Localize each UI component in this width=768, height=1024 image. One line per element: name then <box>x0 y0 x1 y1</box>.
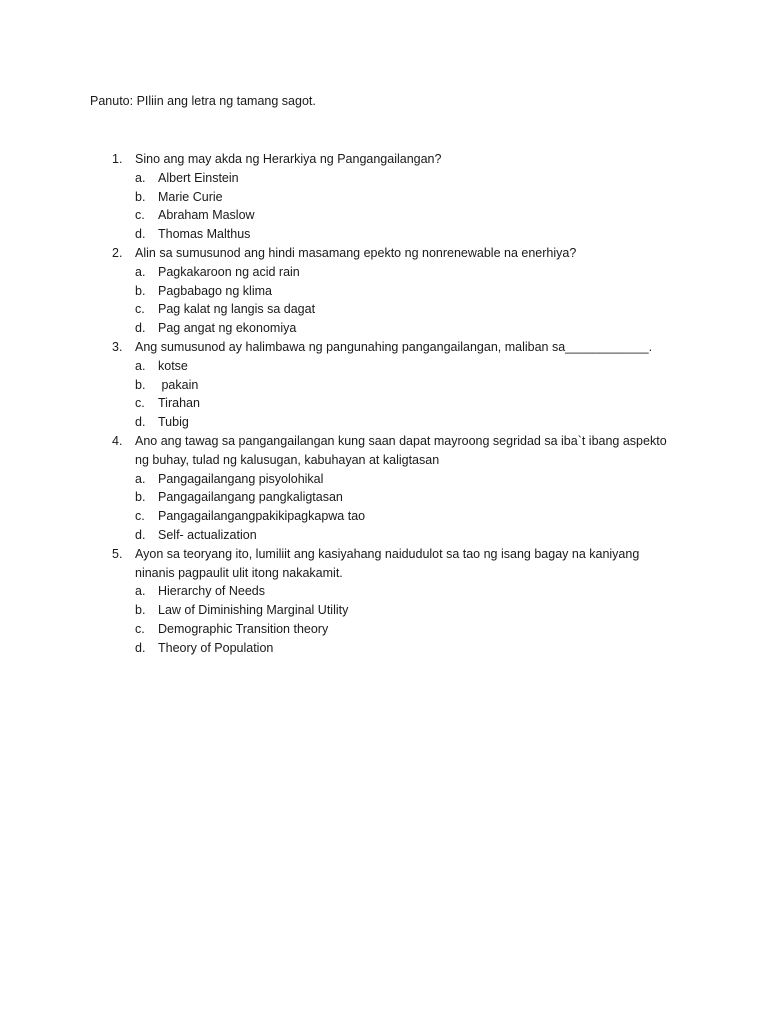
question-number: 1. <box>112 152 123 166</box>
choice-text: Pagbabago ng klima <box>158 283 272 298</box>
choice-item <box>0 357 768 376</box>
question-text: Ang sumusunod ay halimbawa ng pangunahing pangangailangan, maliban sa____________. <box>135 339 653 354</box>
choice-text: Hierarchy of Needs <box>158 584 265 599</box>
choice-text: Tubig <box>158 415 189 430</box>
choice-list <box>0 470 768 545</box>
question-number: 2. <box>112 245 123 260</box>
choice-letter: d. <box>135 640 146 655</box>
choice-list <box>0 582 768 657</box>
question-item <box>0 150 768 244</box>
choice-item <box>0 582 768 601</box>
choice-text: Demographic Transition theory <box>158 621 329 636</box>
choice-item <box>0 470 768 489</box>
choice-letter: a. <box>135 170 146 185</box>
choice-item <box>0 620 768 639</box>
choice-text: Abraham Maslow <box>158 208 255 223</box>
choice-item <box>0 319 768 338</box>
question-number: 5. <box>112 546 123 561</box>
choice-text: Pagkakaroon ng acid rain <box>158 264 300 279</box>
question-item <box>0 545 768 658</box>
question-text: Ayon sa teoryang ito, lumiliit ang kasiyahang naidudulot sa tao ng isang bagay na kaniyang ninanis pagpaulit ulit itong nakakamit. <box>135 546 640 580</box>
choice-item <box>0 507 768 526</box>
question-list <box>0 150 768 658</box>
choice-item <box>0 206 768 225</box>
choice-letter: d. <box>135 415 146 430</box>
question-text: Sino ang may akda ng Herarkiya ng Pangangailangan? <box>135 152 442 166</box>
choice-text: Tirahan <box>158 396 200 411</box>
question-item <box>0 432 768 545</box>
choice-item <box>0 601 768 620</box>
choice-letter: b. <box>135 490 146 505</box>
choice-text: Pag angat ng ekonomiya <box>158 321 297 336</box>
choice-text: Theory of Population <box>158 640 274 655</box>
choice-item <box>0 394 768 413</box>
choice-list <box>0 357 768 432</box>
choice-list <box>0 169 768 244</box>
choice-text: Pangagailangang pisyolohikal <box>158 471 324 486</box>
choice-text: kotse <box>158 358 188 373</box>
choice-letter: a. <box>135 358 146 373</box>
question-item <box>0 338 768 432</box>
choice-item <box>0 526 768 545</box>
choice-text: Pangagailangang pangkaligtasan <box>158 490 343 505</box>
choice-letter: b. <box>135 377 146 392</box>
choice-item <box>0 225 768 244</box>
choice-item <box>0 488 768 507</box>
choice-text: Law of Diminishing Marginal Utility <box>158 603 349 618</box>
choice-letter: a. <box>135 584 146 599</box>
choice-list <box>0 263 768 338</box>
question-number: 4. <box>112 433 123 448</box>
choice-letter: a. <box>135 264 146 279</box>
choice-item <box>0 376 768 395</box>
choice-letter: c. <box>135 621 145 636</box>
question-text: Alin sa sumusunod ang hindi masamang epekto ng nonrenewable na enerhiya? <box>135 245 577 260</box>
choice-item <box>0 263 768 282</box>
choice-text: Pangagailangangpakikipagkapwa tao <box>158 509 366 524</box>
choice-text: Self- actualization <box>158 527 257 542</box>
instruction-text: Panuto: PIliin ang letra ng tamang sagot. <box>90 94 316 108</box>
choice-letter: b. <box>135 283 146 298</box>
question-item <box>0 244 768 338</box>
choice-item <box>0 169 768 188</box>
choice-letter: c. <box>135 208 145 223</box>
choice-text: pakain <box>158 377 199 392</box>
choice-letter: c. <box>135 302 145 317</box>
choice-letter: a. <box>135 471 146 486</box>
choice-item <box>0 639 768 658</box>
choice-text: Thomas Malthus <box>158 227 251 242</box>
choice-letter: c. <box>135 396 145 411</box>
choice-item <box>0 300 768 319</box>
choice-letter: d. <box>135 527 146 542</box>
choice-letter: c. <box>135 509 145 524</box>
choice-item <box>0 188 768 207</box>
question-text: Ano ang tawag sa pangangailangan kung saan dapat mayroong segridad sa iba`t ibang aspekto ng buhay, tulad ng kalusugan, kabuhayan at kaligtasan <box>135 433 667 467</box>
choice-letter: d. <box>135 227 146 242</box>
choice-text: Albert Einstein <box>158 170 239 185</box>
choice-item <box>0 282 768 301</box>
choice-text: Pag kalat ng langis sa dagat <box>158 302 316 317</box>
choice-letter: d. <box>135 321 146 336</box>
choice-letter: b. <box>135 189 146 204</box>
choice-letter: b. <box>135 603 146 618</box>
choice-item <box>0 413 768 432</box>
question-number: 3. <box>112 339 123 354</box>
choice-text: Marie Curie <box>158 189 223 204</box>
